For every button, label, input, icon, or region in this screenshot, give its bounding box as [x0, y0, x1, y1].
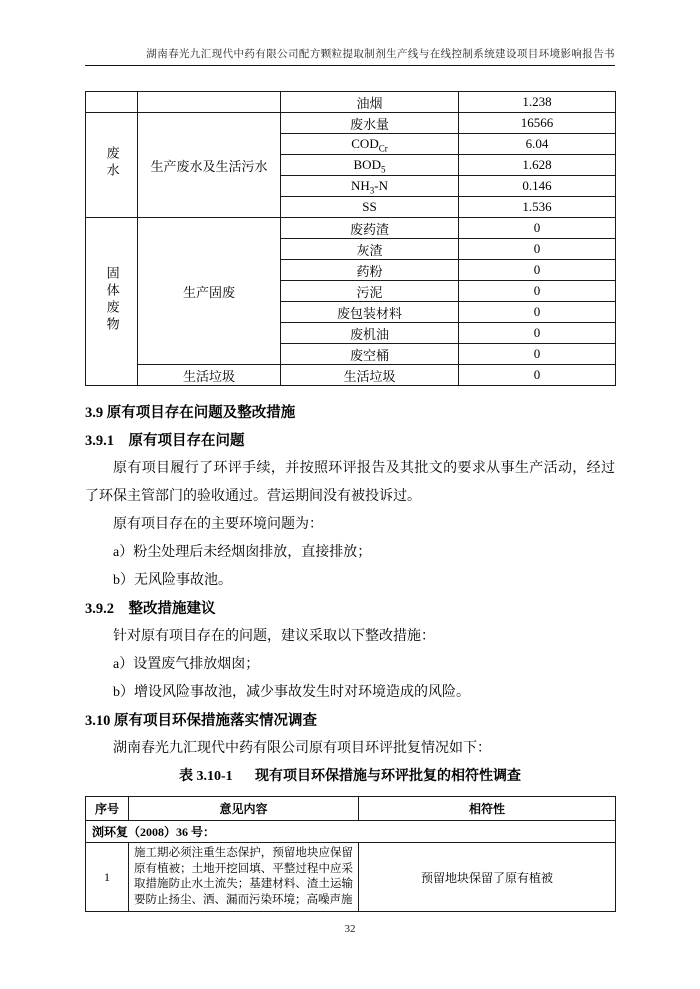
pollutant-cell: 药粉 [281, 260, 459, 281]
value-cell: 0 [459, 281, 616, 302]
paragraph: 原有项目履行了环评手续，并按照环评报告及其批文的要求从事生产活动，经过了环保主管部门的验收通过。营运期间没有被投诉过。 [85, 461, 615, 504]
review-table [85, 796, 616, 912]
category-cell-solid-waste: 固体废物 [86, 218, 138, 386]
opinion-cell: 施工期必须注重生态保护，预留地块应保留原有植被；土地开挖回填、平整过程中应采取措施防止水土流失；基建材料、渣土运输要防止扬尘、洒、漏而污染环境；高噪声施 [129, 843, 359, 912]
list-item-a: a）设置废气排放烟囱； [113, 657, 260, 672]
value-cell: 0.146 [459, 176, 616, 197]
review-table-caption: 现有项目环保措施与环评批复的相符性调查 [255, 769, 522, 784]
value-cell: 0 [459, 239, 616, 260]
pollutant-cell: 废包装材料 [281, 302, 459, 323]
pollutant-cell: 生活垃圾 [281, 365, 459, 386]
header-title: 湖南春光九汇现代中药有限公司配方颗粒提取制剂生产线与在线控制系统建设项目环境影响报告书 [146, 49, 615, 60]
review-header-row [86, 797, 616, 821]
pollutant-cell: 废机油 [281, 323, 459, 344]
value-cell: 0 [459, 344, 616, 365]
pollutant-cell: 废药渣 [281, 218, 459, 239]
value-cell: 1.238 [459, 92, 616, 113]
list-item-a: a）粉尘处理后未经烟囱排放，直接排放； [113, 545, 372, 560]
value-cell: 0 [459, 260, 616, 281]
value-cell: 16566 [459, 113, 616, 134]
value-cell: 0 [459, 218, 616, 239]
heading-3-9: 3.9 原有项目存在问题及整改措施 [85, 405, 296, 421]
value-cell: 0 [459, 323, 616, 344]
list-item-b: b）无风险事故池。 [113, 573, 232, 588]
page-number: 32 [344, 923, 356, 935]
category-cell-empty [86, 92, 138, 113]
group-cell-domestic: 生活垃圾 [138, 365, 281, 386]
value-cell: 0 [459, 302, 616, 323]
heading-3-9-2: 3.9.2 整改措施建议 [85, 601, 216, 617]
paragraph: 针对原有项目存在的问题，建议采取以下整改措施： [113, 629, 435, 644]
review-table-label: 表 3.10-1 [178, 769, 233, 784]
table-row [86, 113, 616, 134]
text-sections [85, 399, 615, 791]
column-header-no: 序号 [86, 797, 129, 821]
approval-doc-cell: 浏环复（2008）36 号： [86, 821, 616, 843]
conformity-cell: 预留地块保留了原有植被 [359, 843, 616, 912]
pollutant-cell: 灰渣 [281, 239, 459, 260]
column-header-conformity: 相符性 [359, 797, 616, 821]
pollutant-cell: 废空桶 [281, 344, 459, 365]
list-item-b: b）增设风险事故池，减少事故发生时对环境造成的风险。 [113, 685, 470, 700]
paragraph: 湖南春光九汇现代中药有限公司原有项目环评批复情况如下： [113, 741, 491, 756]
column-header-opinion: 意见内容 [129, 797, 359, 821]
table-row [86, 92, 616, 113]
approval-doc-row [86, 821, 616, 843]
pollutant-cell: $NH_3-N$ [281, 176, 459, 197]
heading-3-10: 3.10 原有项目环保措施落实情况调查 [85, 713, 317, 729]
pollutant-cell: SS [281, 197, 459, 218]
table-row [86, 365, 616, 386]
table-row [86, 843, 616, 912]
review-table-title [85, 763, 615, 791]
group-cell-production-solid: 生产固废 [138, 218, 281, 365]
page-header [85, 46, 615, 66]
group-cell-empty [138, 92, 281, 113]
pollutant-cell: $COD_{Cr}$ [281, 134, 459, 155]
value-cell: 1.628 [459, 155, 616, 176]
page-content [85, 91, 615, 912]
pollutant-cell: 废水量 [281, 113, 459, 134]
pollutant-cell: 污泥 [281, 281, 459, 302]
table-row [86, 218, 616, 239]
group-cell-wastewater: 生产废水及生活污水 [138, 113, 281, 218]
row-number-cell: 1 [86, 843, 129, 912]
value-cell: 0 [459, 365, 616, 386]
category-cell-wastewater: 废水 [86, 113, 138, 218]
heading-3-9-1: 3.9.1 原有项目存在问题 [85, 433, 245, 449]
value-cell: 6.04 [459, 134, 616, 155]
emission-table [85, 91, 616, 386]
paragraph: 原有项目存在的主要环境问题为： [113, 517, 323, 532]
value-cell: 1.536 [459, 197, 616, 218]
pollutant-cell: $BOD_5$ [281, 155, 459, 176]
pollutant-cell: 油烟 [281, 92, 459, 113]
